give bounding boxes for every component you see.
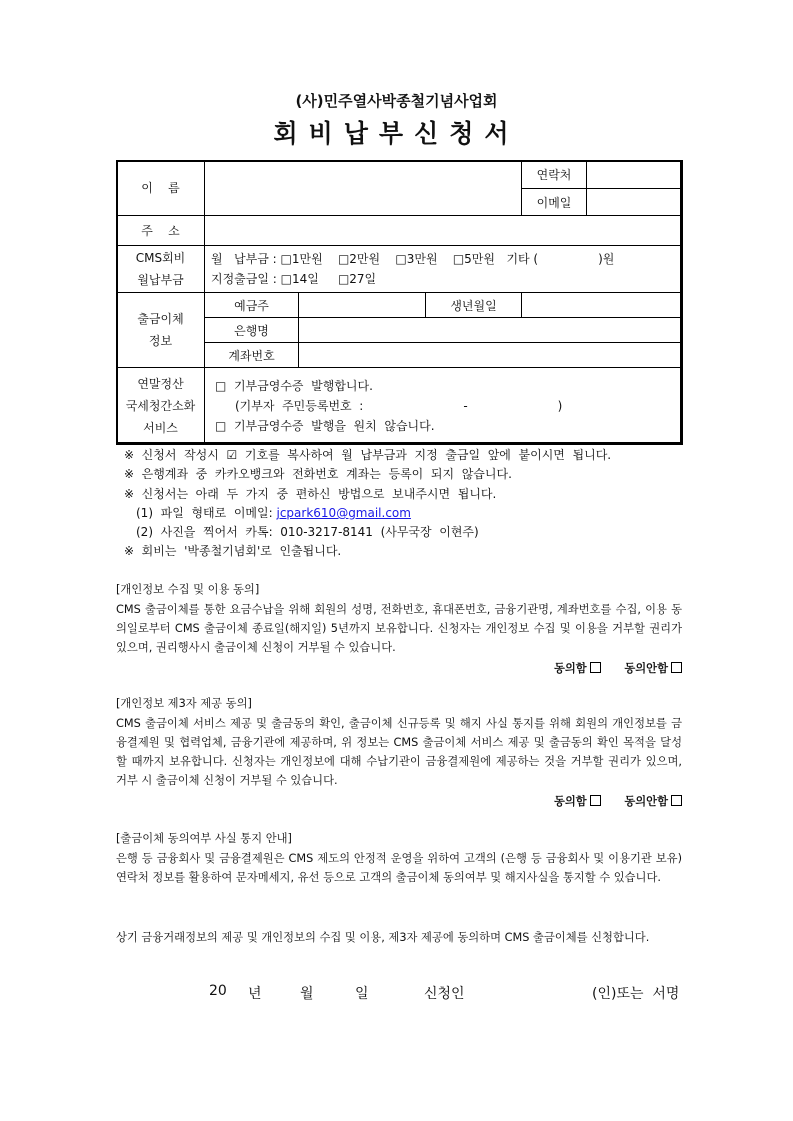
tax-options-cell xyxy=(205,368,683,445)
tax-option-issue[interactable]: □ 기부금영수증 발행합니다. xyxy=(215,379,373,393)
cms-date-line xyxy=(211,269,676,289)
notice-section xyxy=(116,829,682,887)
contact-field[interactable] xyxy=(587,161,683,189)
bank-field[interactable] xyxy=(299,318,683,343)
transfer-label-line1: 출금이체 xyxy=(137,312,184,326)
privacy-agree-label: 동의함 xyxy=(553,662,587,675)
tax-rrn-open: (기부자 주민등록번호 : xyxy=(235,399,364,413)
method-email xyxy=(124,504,684,523)
third-party-agree-checkbox[interactable] xyxy=(590,795,601,806)
name-field[interactable] xyxy=(205,161,522,216)
cms-label-line2: 월납부금 xyxy=(137,273,184,287)
note-bank-restriction: ※ 은행계좌 중 카카오뱅크와 전화번호 계좌는 등록이 되지 않습니다. xyxy=(124,467,512,482)
method-kakao: (2) 사진을 찍어서 카톡: 010-3217-8141 (사무국장 이현주) xyxy=(136,525,479,540)
cms-amount-prefix: 월 납부금 : xyxy=(211,252,277,266)
privacy-agree-checkbox[interactable] xyxy=(590,662,601,673)
bank-label: 은행명 xyxy=(205,318,299,343)
depositor-field[interactable] xyxy=(299,293,426,318)
tax-label-line1: 연말정산 xyxy=(137,377,184,391)
method-email-prefix: (1) 파일 형태로 이메일: xyxy=(136,505,273,520)
third-party-agree-row xyxy=(116,792,682,811)
signature-line xyxy=(0,983,793,1003)
cms-option-30k[interactable]: □3만원 xyxy=(395,252,438,266)
birthdate-field[interactable] xyxy=(522,293,683,318)
cms-date-prefix: 지정출금일 : xyxy=(211,272,277,286)
tax-label-line3: 서비스 xyxy=(143,421,178,435)
transfer-label-line2: 정보 xyxy=(148,334,173,348)
email-link[interactable]: jcpark610@gmail.com xyxy=(276,505,411,520)
contact-label: 연락처 xyxy=(522,161,587,189)
cms-options-cell xyxy=(205,246,683,293)
transfer-label xyxy=(117,293,205,368)
signature-month: 월 xyxy=(300,986,314,1002)
address-label: 주 소 xyxy=(117,216,205,246)
cms-option-10k[interactable]: □1만원 xyxy=(280,252,323,266)
third-party-consent-section xyxy=(116,694,682,811)
cms-option-20k[interactable]: □2만원 xyxy=(337,252,381,266)
cms-amount-line xyxy=(211,249,676,269)
tax-rrn-line xyxy=(215,396,676,416)
note-withdrawal-name: ※ 회비는 '박종철기념회'로 인출됩니다. xyxy=(124,544,342,559)
notice-body: 은행 등 금융회사 및 금융결제원은 CMS 제도의 안정적 운영을 위하여 고객의 (은행 등 금융회사 및 이용기관 보유) 연락처 정보를 활용하여 문자메세지, 유선 등으로 고객의 출금이체 동의여부 및 해지사실을 통지할 수 있습니다. xyxy=(116,852,682,884)
address-field[interactable] xyxy=(205,216,683,246)
account-field[interactable] xyxy=(299,343,683,368)
privacy-body: CMS 출금이체를 통한 요금수납을 위해 회원의 성명, 전화번호, 휴대폰번호, 금융기관명, 계좌번호를 수집, 이용 동의일로부터 CMS 출금이체 종료일(해지일) 5년까지 보유합니다. 신청자는 개인정보 수집 및 이용을 거부할 권리가 있으며, 권리행사시 출금이체 신청이 거부될 수 있습니다. xyxy=(116,603,682,654)
name-label: 이 름 xyxy=(117,161,205,216)
notes-section xyxy=(124,446,684,562)
account-label: 계좌번호 xyxy=(205,343,299,368)
birthdate-label: 생년월일 xyxy=(426,293,522,318)
signature-applicant: 신청인 xyxy=(424,986,465,1002)
email-field[interactable] xyxy=(587,189,683,216)
organization-name: (사)민주열사박종철기념사업회 xyxy=(295,92,498,110)
third-party-disagree-checkbox[interactable] xyxy=(671,795,682,806)
tax-rrn-dash: - xyxy=(463,399,468,413)
third-party-disagree-label: 동의안함 xyxy=(624,795,668,808)
cms-other-open: 기타 ( xyxy=(506,252,539,266)
cms-label-line1: CMS회비 xyxy=(135,251,186,265)
privacy-heading: [개인정보 수집 및 이용 동의] xyxy=(116,583,260,596)
depositor-label: 예금주 xyxy=(205,293,299,318)
privacy-consent-section xyxy=(116,580,682,678)
signature-year: 년 xyxy=(248,986,262,1002)
cms-label xyxy=(117,246,205,293)
cms-date-27[interactable]: □27일 xyxy=(337,272,377,286)
privacy-disagree-label: 동의안함 xyxy=(624,662,668,675)
note-submission: ※ 신청서는 아래 두 가지 중 편하신 방법으로 보내주시면 됩니다. xyxy=(124,486,497,501)
notice-heading: [출금이체 동의여부 사실 통지 안내] xyxy=(116,832,292,845)
signature-day: 일 xyxy=(355,986,369,1002)
signature-year-prefix: 20 xyxy=(209,983,227,999)
cms-other-close: )원 xyxy=(598,252,615,266)
third-party-heading: [개인정보 제3자 제공 동의] xyxy=(116,697,252,710)
email-label: 이메일 xyxy=(522,189,587,216)
tax-rrn-close: ) xyxy=(557,399,563,413)
tax-option-decline[interactable]: □ 기부금영수증 발행을 원치 않습니다. xyxy=(215,419,435,433)
application-form-table xyxy=(116,160,683,445)
third-party-body: CMS 출금이체 서비스 제공 및 출금동의 확인, 출금이체 신규등록 및 해지 사실 통지를 위해 회원의 개인정보를 금융결제원 및 협력업체, 금융기관에 제공하며, 위 정보는 CMS 출금이체 서비스 제공 및 출금동의 확인 목적을 달성할 때까지 보유합니다. 신청자는 개인정보에 대해 수납기관이 금융결제원에 제공하는 것을 거부할 권리가 있으며, 거부 시 출금이체 신청이 거부될 수 있습니다. xyxy=(116,717,682,787)
document-title: 회비납부신청서 xyxy=(273,119,520,148)
cms-option-50k[interactable]: □5만원 xyxy=(452,252,495,266)
third-party-agree-label: 동의함 xyxy=(553,795,587,808)
final-statement: 상기 금융거래정보의 제공 및 개인정보의 수집 및 이용, 제3자 제공에 동의하며 CMS 출금이체를 신청합니다. xyxy=(116,931,650,944)
signature-seal: (인)또는 서명 xyxy=(592,986,680,1002)
privacy-disagree-checkbox[interactable] xyxy=(671,662,682,673)
tax-label-line2: 국세청간소화 xyxy=(125,399,196,413)
note-checkbox-usage: ※ 신청서 작성시 ☑ 기호를 복사하여 월 납부금과 지정 출금일 앞에 붙이시면 됩니다. xyxy=(124,448,612,462)
privacy-agree-row xyxy=(116,659,682,678)
cms-date-14[interactable]: □14일 xyxy=(280,272,319,286)
tax-service-label xyxy=(117,368,205,445)
